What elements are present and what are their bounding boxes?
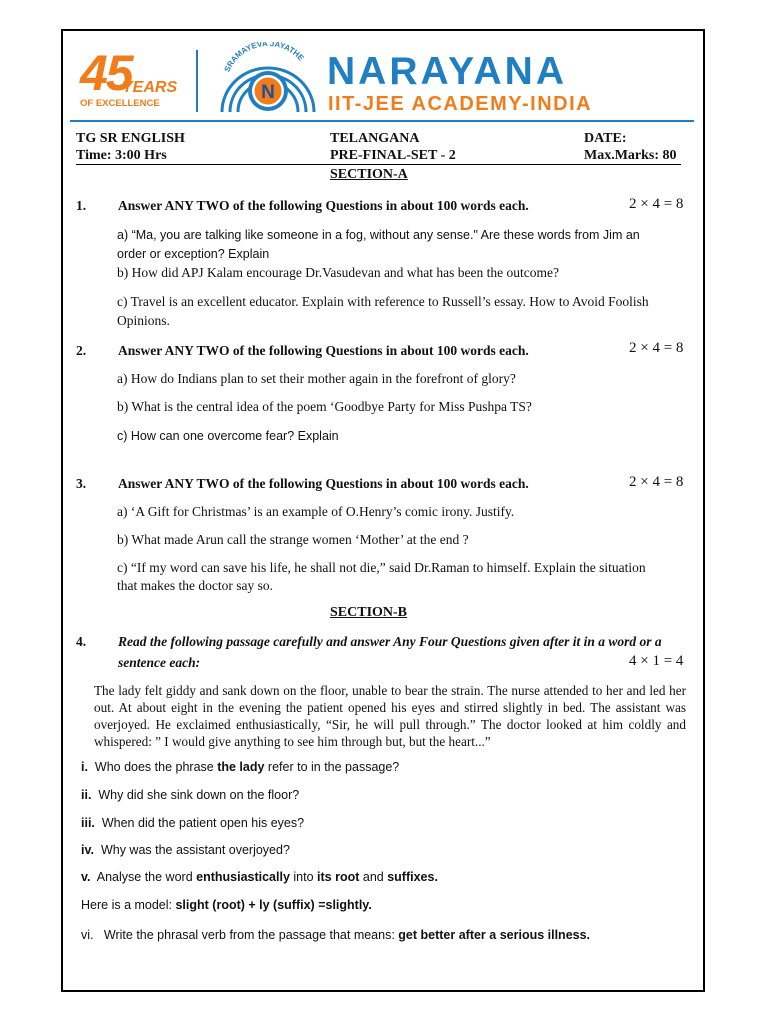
q2-instruction: Answer ANY TWO of the following Questions in about 100 words each. xyxy=(118,343,529,358)
header-divider xyxy=(196,50,198,112)
item-i-number: i. xyxy=(81,760,88,774)
brand-name: NARAYANA xyxy=(327,50,568,93)
q2-number: 2. xyxy=(76,343,87,358)
years-number: 45 xyxy=(80,45,132,101)
item-i-pre: Who does the phrase xyxy=(94,760,218,774)
subject: TG SR ENGLISH xyxy=(76,131,185,146)
item-ii-number: ii. xyxy=(81,788,92,802)
q1-marks: 2 × 4 = 8 xyxy=(629,196,684,212)
item-i-post: refer to in the passage? xyxy=(264,760,400,774)
header-rule xyxy=(70,120,694,122)
q2-marks: 2 × 4 = 8 xyxy=(629,340,684,356)
seal-icon xyxy=(212,42,324,116)
info-underline xyxy=(76,164,681,165)
item-iv-number: iv. xyxy=(81,843,94,857)
item-v-bold3: suffixes. xyxy=(387,870,438,884)
anniversary-logo xyxy=(78,45,186,112)
q3-number: 3. xyxy=(76,476,87,491)
q1-number: 1. xyxy=(76,198,87,213)
q4-passage: The lady felt giddy and sank down on the floor, unable to bear the strain. The nurse attended to her and led her out. At about eight in the evening the patient opened his eyes and stirred slightly in bed. The assistant was overjoyed. He exclaimed enthusiastically, “Sir, he will pull through.” The doctor looked at him coldly and whispered: ” I would give anything to see him through but, but the heart...” xyxy=(94,683,686,749)
q4-marks: 4 × 1 = 4 xyxy=(629,653,684,669)
item-v-pre: Analyse the word xyxy=(96,870,197,884)
q1-option-a-line1: a) “Ma, you are talking like someone in a fog, without any sense." Are these words from Jim an xyxy=(117,228,640,242)
q3-instruction: Answer ANY TWO of the following Questions in about 100 words each. xyxy=(118,476,529,491)
item-ii-text: Why did she sink down on the floor? xyxy=(98,788,300,802)
q4-instruction-line1: Read the following passage carefully and answer Any Four Questions given after it in a word or a xyxy=(118,634,662,649)
q4-item-iii xyxy=(81,816,304,830)
state: TELANGANA xyxy=(330,131,420,146)
academy-name: IIT-JEE ACADEMY-INDIA xyxy=(328,93,593,115)
q4-instruction-line2: sentence each: xyxy=(118,655,201,670)
q4-number: 4. xyxy=(76,634,87,649)
seal-motto: SRAMAYEVA JAYATHE xyxy=(222,42,306,74)
q3-option-c-line2: that makes the doctor say so. xyxy=(117,578,273,593)
q4-item-iv xyxy=(81,843,290,857)
item-v-mid2: and xyxy=(359,870,388,884)
q4-model xyxy=(81,898,372,912)
max-marks: Max.Marks: 80 xyxy=(584,148,677,163)
item-vi-bold: get better after a serious illness. xyxy=(398,928,591,942)
q2-option-c: c) How can one overcome fear? Explain xyxy=(117,429,339,443)
item-i-bold: the lady xyxy=(217,760,265,774)
q3-marks: 2 × 4 = 8 xyxy=(629,474,684,490)
q4-item-v xyxy=(81,870,438,884)
exam-time: Time: 3:00 Hrs xyxy=(76,148,167,163)
item-iv-text: Why was the assistant overjoyed? xyxy=(100,843,290,857)
item-v-bold1: enthusiastically xyxy=(196,870,290,884)
model-bold: slight (root) + ly (suffix) =slightly. xyxy=(175,898,372,912)
section-b-title: SECTION-B xyxy=(330,605,408,620)
q3-option-a: a) ‘A Gift for Christmas’ is an example of O.Henry’s comic irony. Justify. xyxy=(117,504,515,519)
q1-option-b: b) How did APJ Kalam encourage Dr.Vasudevan and what has been the outcome? xyxy=(117,265,559,280)
item-v-number: v. xyxy=(81,870,91,884)
q3-option-b: b) What made Arun call the strange women ‘Mother’ at the end ? xyxy=(117,532,469,547)
q2-option-a: a) How do Indians plan to set their mother again in the forefront of glory? xyxy=(117,371,516,386)
q1-instruction: Answer ANY TWO of the following Questions in about 100 words each. xyxy=(118,198,529,213)
item-iii-number: iii. xyxy=(81,816,95,830)
years-subtitle: OF EXCELLENCE xyxy=(80,98,160,109)
item-vi-pre: vi. Write the phrasal verb from the passage that means: xyxy=(81,928,399,942)
narayana-seal xyxy=(212,42,324,116)
q4-item-i xyxy=(81,760,399,774)
seal-letter: N xyxy=(261,82,275,103)
years-word: YEARS xyxy=(122,79,178,96)
item-iii-text: When did the patient open his eyes? xyxy=(101,816,305,830)
model-pre: Here is a model: xyxy=(81,898,176,912)
section-a-title: SECTION-A xyxy=(330,167,408,182)
q1-option-a-line2: order or exception? Explain xyxy=(117,247,270,261)
q1-option-c-line1: c) Travel is an excellent educator. Explain with reference to Russell’s essay. How to Avoid Foolish xyxy=(117,294,649,309)
q3-option-c-line1: c) “If my word can save his life, he shall not die,” said Dr.Raman to himself. Explain the situation xyxy=(117,560,646,575)
q4-item-ii xyxy=(81,788,299,802)
item-v-bold2: its root xyxy=(317,870,360,884)
q2-option-b: b) What is the central idea of the poem ‘Goodbye Party for Miss Pushpa TS? xyxy=(117,399,532,414)
set-name: PRE-FINAL-SET - 2 xyxy=(330,148,456,163)
q1-option-c-line2: Opinions. xyxy=(117,313,170,328)
date-label: DATE: xyxy=(584,131,627,146)
q4-item-vi xyxy=(81,928,590,942)
item-v-mid1: into xyxy=(289,870,318,884)
